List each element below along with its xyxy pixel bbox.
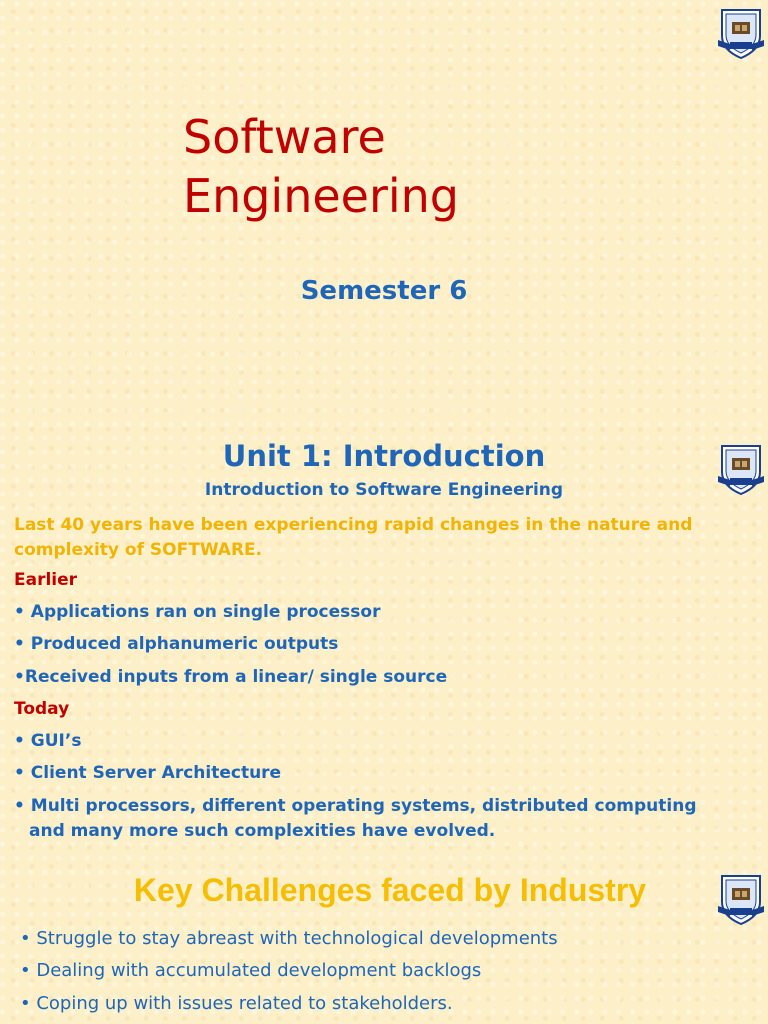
challenge-item: • Dealing with accumulated development backlogs	[20, 960, 482, 981]
earlier-item: • Applications ran on single processor	[14, 602, 381, 622]
intro-paragraph: Last 40 years have been experiencing rapid changes in the nature and complexity of SOFTWARE.	[14, 515, 693, 560]
slide-key-challenges	[0, 860, 768, 1024]
course-title	[183, 108, 459, 226]
slide-unit-introduction	[0, 430, 768, 860]
course-title-line-1: Software	[183, 110, 386, 164]
key-challenges-title: Key Challenges faced by Industry	[133, 872, 647, 908]
today-item: • Client Server Architecture	[14, 763, 282, 783]
challenge-item: • Coping up with issues related to stakeholders.	[20, 993, 453, 1014]
college-crest-icon	[716, 6, 766, 60]
today-item: • Multi processors, different operating systems, distributed computing and many more such complexities have evolved.	[14, 796, 697, 841]
course-title-line-2: Engineering	[183, 169, 459, 223]
unit-subtitle: Introduction to Software Engineering	[204, 480, 564, 500]
challenge-item: • Struggle to stay abreast with technological developments	[20, 928, 558, 949]
today-item: • GUI’s	[14, 731, 82, 751]
semester-label: Semester 6	[300, 276, 468, 306]
slide-title	[0, 0, 768, 430]
earlier-heading: Earlier	[14, 570, 78, 590]
earlier-item: • Produced alphanumeric outputs	[14, 634, 339, 654]
unit-title: Unit 1: Introduction	[222, 439, 546, 473]
earlier-item: •Received inputs from a linear/ single source	[14, 667, 448, 687]
today-heading: Today	[14, 699, 70, 719]
